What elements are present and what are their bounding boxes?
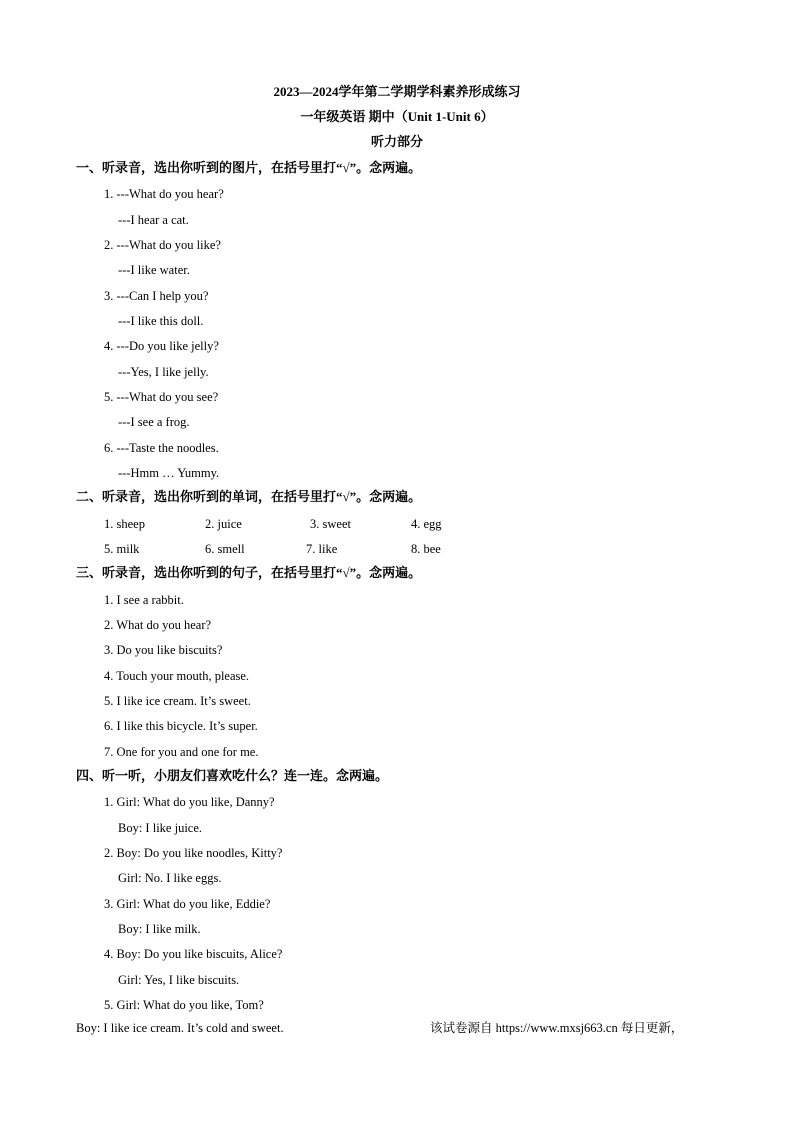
page-subtitle: 一年级英语 期中（Unit 1-Unit 6） — [300, 109, 494, 124]
section-4-heading: 四、听一听，小朋友们喜欢吃什么？连一连。念两遍。 — [76, 768, 389, 783]
word-item: 2. juice — [205, 517, 242, 531]
s1-line: ---Hmm … Yummy. — [118, 466, 220, 480]
s3-line: 4. Touch your mouth, please. — [104, 669, 250, 683]
word-item: 7. like — [306, 542, 338, 556]
word-item: 8. bee — [411, 542, 441, 556]
s3-line: 2. What do you hear? — [104, 618, 212, 632]
word-item: 1. sheep — [104, 517, 145, 531]
section-1-heading: 一、听录音，选出你听到的图片，在括号里打“√”。念两遍。 — [76, 160, 422, 175]
word-item: 5. milk — [104, 542, 140, 556]
s3-line: 5. I like ice cream. It’s sweet. — [104, 694, 251, 708]
word-item: 4. egg — [411, 517, 442, 531]
page-title: 2023—2024学年第二学期学科素养形成练习 — [273, 84, 521, 99]
s1-line: 2. ---What do you like? — [104, 238, 221, 252]
part-label: 听力部分 — [370, 134, 423, 149]
footer-dialogue-line: Boy: I like ice cream. It’s cold and sweet. — [76, 1021, 284, 1035]
s4-line: Girl: No. I like eggs. — [118, 871, 222, 885]
s4-line: 1. Girl: What do you like, Danny? — [104, 795, 275, 809]
s1-line: 5. ---What do you see? — [104, 390, 219, 404]
footer-source-note: 该试卷源自 https://www.mxsj663.cn 每日更新， — [430, 1021, 684, 1035]
s4-line: 2. Boy: Do you like noodles, Kitty? — [104, 846, 283, 860]
word-item: 3. sweet — [310, 517, 351, 531]
s1-line: ---I see a frog. — [118, 415, 190, 429]
s3-line: 6. I like this bicycle. It’s super. — [104, 719, 258, 733]
s1-line: ---I like water. — [118, 263, 190, 277]
s3-line: 7. One for you and one for me. — [104, 745, 259, 759]
s3-line: 3. Do you like biscuits? — [104, 643, 223, 657]
s1-line: 6. ---Taste the noodles. — [104, 441, 219, 455]
s1-line: ---I hear a cat. — [118, 213, 189, 227]
s1-line: 1. ---What do you hear? — [104, 187, 224, 201]
s4-line: Boy: I like juice. — [118, 821, 203, 835]
word-row — [104, 541, 524, 557]
s1-line: 3. ---Can I help you? — [104, 289, 209, 303]
s4-line: 4. Boy: Do you like biscuits, Alice? — [104, 947, 283, 961]
section-2-heading: 二、听录音，选出你听到的单词，在括号里打“√”。念两遍。 — [76, 489, 422, 504]
s3-line: 1. I see a rabbit. — [104, 593, 184, 607]
s4-line: 3. Girl: What do you like, Eddie? — [104, 897, 271, 911]
s1-line: 4. ---Do you like jelly? — [104, 339, 219, 353]
section-3-heading: 三、听录音，选出你听到的句子，在括号里打“√”。念两遍。 — [76, 565, 422, 580]
s4-line: 5. Girl: What do you like, Tom? — [104, 998, 264, 1012]
s1-line: ---Yes, I like jelly. — [118, 365, 209, 379]
s4-line: Girl: Yes, I like biscuits. — [118, 973, 240, 987]
s4-line: Boy: I like milk. — [118, 922, 201, 936]
word-item: 6. smell — [205, 542, 245, 556]
word-row — [104, 516, 524, 532]
s1-line: ---I like this doll. — [118, 314, 204, 328]
